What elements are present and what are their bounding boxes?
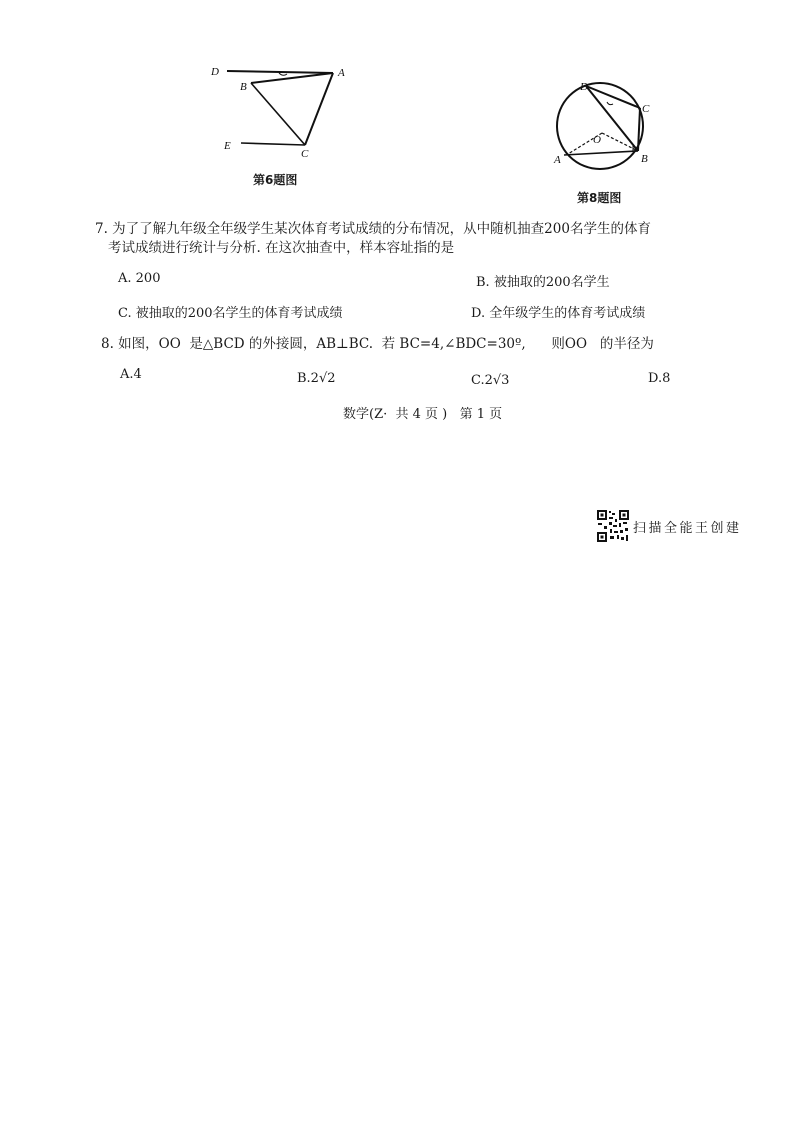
q7-option-c: C. 被抽取的200名学生的体育考试成绩 [118, 306, 343, 321]
q7-line2: 考试成绩进行统计与分析. 在这次抽查中，样本容址指的是 [108, 240, 455, 256]
fig6-caption: 第6题图 [253, 173, 298, 187]
q7-option-a: A. 200 [118, 271, 161, 286]
fig6-label-a: A [338, 67, 345, 79]
fig8-label-a: A [554, 154, 561, 166]
q8-option-d: D.8 [648, 371, 671, 386]
q8-option-a: A.4 [120, 367, 142, 382]
fig8-label-o: O [593, 134, 601, 146]
fig6-label-c: C [301, 148, 309, 160]
figure-6 [205, 60, 375, 170]
fig6-label-d: D [211, 66, 219, 78]
fig6-label-e: E [224, 140, 231, 152]
qr-code-icon [596, 509, 630, 543]
q8-text: 8. 如图，OO 是△BCD 的外接圆，AB⊥BC. 若 BC=4,∠BDC=30º, 则OO 的半径为 [101, 336, 654, 352]
watermark-text: 扫描全能王创建 [633, 520, 742, 536]
fig8-label-d: D [580, 81, 588, 93]
scanner-watermark [596, 509, 742, 543]
figure-8 [550, 78, 670, 178]
fig8-caption: 第8题图 [577, 191, 622, 205]
fig8-label-c: C [642, 103, 650, 115]
q8-option-c: C.2√3 [471, 373, 510, 388]
q7-option-d: D. 全年级学生的体育考试成绩 [471, 306, 646, 321]
q7-option-b: B. 被抽取的200名学生 [476, 275, 610, 290]
fig8-label-b: B [641, 153, 648, 165]
q7-line1: 7. 为了了解九年级全年级学生某次体育考试成绩的分布情况，从中随机抽查200名学生的体育 [95, 221, 651, 237]
page-footer: 数学(Z· 共 4 页 ) 第 1 页 [343, 407, 503, 422]
q8-option-b: B.2√2 [297, 371, 336, 386]
fig6-label-b: B [240, 81, 247, 93]
